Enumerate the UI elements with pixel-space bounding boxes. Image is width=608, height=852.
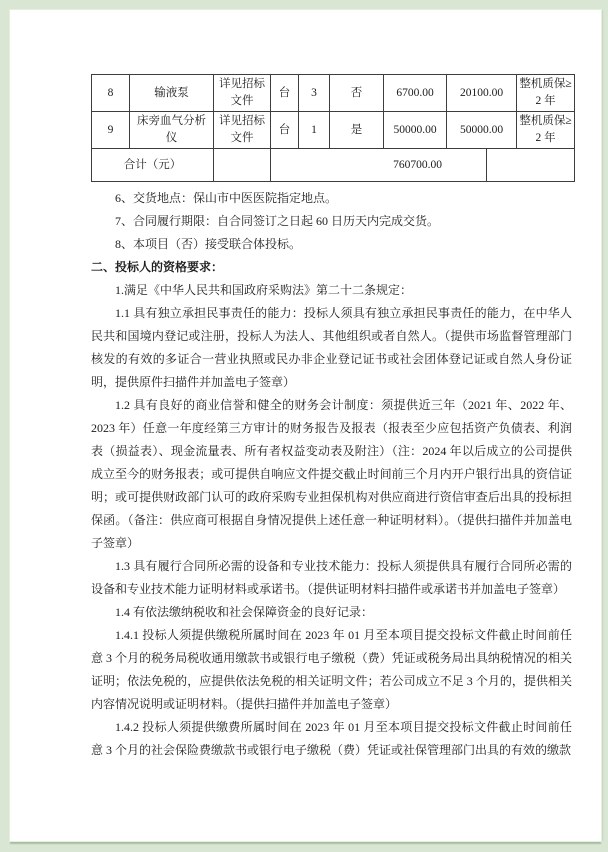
total-price-cell: 50000.00 (447, 112, 517, 149)
total-amount-cell: 760700.00 (271, 149, 487, 182)
clause-1-3: 1.3 具有履行合同所必需的设备和专业技术能力：投标人须提供具有履行合同所必需的设备和专业技术能力证明材料或承诺书。（提供证明材料扫描件或承诺书并加盖电子签章） (91, 559, 572, 596)
qty-cell: 3 (299, 75, 330, 112)
table-row (92, 112, 575, 149)
unit-cell: 台 (271, 75, 299, 112)
clause-1-4-1: 1.4.1 投标人须提供缴税所属时间在 2023 年 01 月至本项目提交投标文件截止时间前任意 3 个月的税务局税收通用缴款书或银行电子缴税（费）凭证或税务局出具纳税情况的相关证明；依法免税的，应提供依法免税的相关证明文件；若公司成立不足 3 个月的，提供相关内容情况说明或证明材料。（提供扫描件并加盖电子签章） (91, 628, 572, 711)
item-name-cell: 输液泵 (130, 75, 214, 112)
unit-price-cell: 50000.00 (384, 112, 447, 149)
total-tail-blank-cell (487, 149, 575, 182)
clause-1: 1.满足《中华人民共和国政府采购法》第二十二条规定： (115, 283, 413, 297)
total-label-cell: 合计（元） (92, 149, 214, 182)
section-heading-qualification: 二、投标人的资格要求： (91, 260, 224, 274)
clause-delivery-location: 6、交货地点：保山市中医医院指定地点。 (115, 191, 338, 205)
total-spec-blank-cell (214, 149, 271, 182)
item-name-cell: 床旁血气分析仪 (130, 112, 214, 149)
warranty-cell: 整机质保≥2 年 (517, 75, 575, 112)
warranty-cell: 整机质保≥2 年 (517, 112, 575, 149)
import-flag-cell: 是 (330, 112, 384, 149)
clause-1-4: 1.4 有依法缴纳税收和社会保障资金的良好记录： (115, 605, 374, 619)
total-row-table (91, 148, 575, 182)
clause-1-4-2: 1.4.2 投标人须提供缴费所属时间在 2023 年 01 月至本项目提交投标文件截止时间前任意 3 个月的社会保险费缴款书或银行电子缴税（费）凭证或社保管理部门出具的有效的缴款 (91, 720, 572, 757)
item-no-cell: 9 (92, 112, 130, 149)
clause-1-1: 1.1 具有独立承担民事责任的能力：投标人须具有独立承担民事责任的能力，在中华人民共和国境内登记或注册，投标人为法人、其他组织或者自然人。（提供市场监督管理部门核发的有效的多证合一营业执照或民办非企业登记证书或社会团体登记证或自然人身份证明，提供原件扫描件并加盖电子签章） (91, 306, 572, 389)
document-page (9, 9, 602, 842)
total-price-cell: 20100.00 (447, 75, 517, 112)
clause-consortium-bid: 8、本项目（否）接受联合体投标。 (115, 237, 302, 251)
clauses-block (91, 187, 572, 762)
unit-price-cell: 6700.00 (384, 75, 447, 112)
items-table (91, 74, 575, 149)
spec-cell: 详见招标文件 (214, 112, 271, 149)
clause-contract-period: 7、合同履行期限：自合同签订之日起 60 日历天内完成交货。 (115, 214, 440, 228)
qty-cell: 1 (299, 112, 330, 149)
item-no-cell: 8 (92, 75, 130, 112)
clause-1-2: 1.2 具有良好的商业信誉和健全的财务会计制度：须提供近三年（2021 年、2022 年、2023 年）任意一年度经第三方审计的财务报告及报表（报表至少应包括资产负债表、利润表（损益表）、现金流量表、所有者权益变动表及附注）（注：2024 年以后成立的公司提供成立至今的财务报表；或可提供自响应文件提交截止时间前三个月内开户银行出具的资信证明；或可提供财政部门认可的政府采购专业担保机构对供应商进行资信审查后出具的投标担保函。（备注：供应商可根据自身情况提供上述任意一种证明材料）。（提供扫描件并加盖电子签章） (91, 398, 572, 550)
import-flag-cell: 否 (330, 75, 384, 112)
document-content (10, 10, 601, 762)
table-total-row (92, 149, 575, 182)
table-row (92, 75, 575, 112)
unit-cell: 台 (271, 112, 299, 149)
spec-cell: 详见招标文件 (214, 75, 271, 112)
